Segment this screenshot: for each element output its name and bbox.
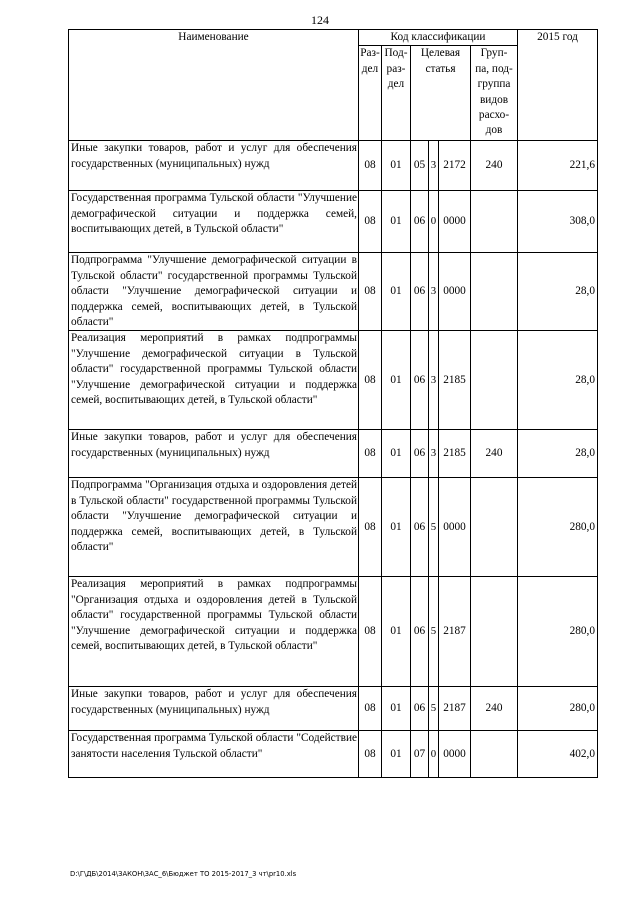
row-section: 08 <box>359 430 382 478</box>
row-amount: 28,0 <box>518 430 598 478</box>
row-subsection: 01 <box>382 577 411 687</box>
row-target-article-program: 06 <box>411 253 429 331</box>
row-subsection: 01 <box>382 687 411 731</box>
row-target-article-direction: 2187 <box>439 687 471 731</box>
row-target-article-program: 06 <box>411 478 429 577</box>
row-amount: 221,6 <box>518 141 598 191</box>
row-subsection: 01 <box>382 430 411 478</box>
row-subsection: 01 <box>382 141 411 191</box>
row-amount: 308,0 <box>518 191 598 253</box>
table-row <box>69 430 598 478</box>
row-amount: 28,0 <box>518 331 598 430</box>
row-target-article-subprogram: 3 <box>429 141 439 191</box>
row-target-article-program: 06 <box>411 430 429 478</box>
header-classification: Код классификации <box>359 30 518 46</box>
row-target-article-direction: 2187 <box>439 577 471 687</box>
row-section: 08 <box>359 577 382 687</box>
table-row <box>69 191 598 253</box>
row-target-article-subprogram: 3 <box>429 253 439 331</box>
row-expense-group <box>471 577 518 687</box>
table-row <box>69 253 598 331</box>
row-target-article-program: 06 <box>411 577 429 687</box>
header-target-article: Целевая статья <box>411 46 471 141</box>
row-amount: 28,0 <box>518 253 598 331</box>
table-row <box>69 478 598 577</box>
row-target-article-subprogram: 3 <box>429 430 439 478</box>
header-expense-group: Груп- па, под- группа видов расхо- дов <box>471 46 518 141</box>
budget-table <box>68 29 598 778</box>
header-name: Наименование <box>69 30 359 141</box>
row-section: 08 <box>359 731 382 778</box>
row-target-article-direction: 2172 <box>439 141 471 191</box>
row-section: 08 <box>359 687 382 731</box>
row-section: 08 <box>359 253 382 331</box>
row-amount: 280,0 <box>518 687 598 731</box>
table-row <box>69 141 598 191</box>
row-expense-group: 240 <box>471 141 518 191</box>
row-amount: 280,0 <box>518 577 598 687</box>
row-target-article-program: 06 <box>411 331 429 430</box>
row-name: Иные закупки товаров, работ и услуг для обеспечения государственных (муниципальных) нужд <box>69 430 359 478</box>
row-expense-group <box>471 191 518 253</box>
row-subsection: 01 <box>382 191 411 253</box>
header-section: Раз- дел <box>359 46 382 141</box>
row-name: Подпрограмма "Организация отдыха и оздоровления детей в Тульской области" государственной программы Тульской области "Улучшение демографической ситуации и поддержка семей, воспитывающих детей, в Тульской области" <box>69 478 359 577</box>
page-number: 124 <box>311 13 329 27</box>
row-name: Реализация мероприятий в рамках подпрограммы "Организация отдыха и оздоровления детей в Тульской области" государственной программы Тульской области "Улучшение демографической ситуации и поддержка семей, воспитывающих детей, в Тульской области" <box>69 577 359 687</box>
row-name: Подпрограмма "Улучшение демографической ситуации в Тульской области" государственной программы Тульской области "Улучшение демографической ситуации и поддержка семей, воспитывающих детей, в Тульской области" <box>69 253 359 331</box>
row-target-article-direction: 0000 <box>439 253 471 331</box>
row-subsection: 01 <box>382 253 411 331</box>
row-name: Государственная программа Тульской области "Содействие занятости населения Тульской области" <box>69 731 359 778</box>
row-target-article-program: 07 <box>411 731 429 778</box>
row-section: 08 <box>359 331 382 430</box>
row-name: Реализация мероприятий в рамках подпрограммы "Улучшение демографической ситуации в Тульской области" государственной программы Тульской области "Улучшение демографической ситуации и поддержка семей, воспитывающих детей, в Тульской области" <box>69 331 359 430</box>
row-amount: 280,0 <box>518 478 598 577</box>
row-target-article-subprogram: 5 <box>429 687 439 731</box>
row-target-article-direction: 0000 <box>439 731 471 778</box>
row-subsection: 01 <box>382 731 411 778</box>
row-section: 08 <box>359 191 382 253</box>
header-row-top <box>69 30 598 46</box>
row-name: Иные закупки товаров, работ и услуг для обеспечения государственных (муниципальных) нужд <box>69 687 359 731</box>
row-section: 08 <box>359 141 382 191</box>
header-year: 2015 год <box>518 30 598 141</box>
row-expense-group <box>471 331 518 430</box>
row-target-article-program: 06 <box>411 687 429 731</box>
row-expense-group <box>471 478 518 577</box>
row-target-article-subprogram: 0 <box>429 191 439 253</box>
header-subsection: Под- раз- дел <box>382 46 411 141</box>
table-row <box>69 687 598 731</box>
row-subsection: 01 <box>382 478 411 577</box>
row-target-article-direction: 2185 <box>439 331 471 430</box>
row-target-article-subprogram: 3 <box>429 331 439 430</box>
row-name: Иные закупки товаров, работ и услуг для обеспечения государственных (муниципальных) нужд <box>69 141 359 191</box>
row-subsection: 01 <box>382 331 411 430</box>
row-section: 08 <box>359 478 382 577</box>
row-expense-group <box>471 253 518 331</box>
table-row <box>69 731 598 778</box>
row-target-article-direction: 2185 <box>439 430 471 478</box>
row-target-article-direction: 0000 <box>439 191 471 253</box>
row-target-article-program: 06 <box>411 191 429 253</box>
table-row <box>69 331 598 430</box>
file-path-footer: D:\Г\ДБ\2014\ЗАКОН\ЗАС_6\Бюджет ТО 2015-2017_3 чт\pr10.xls <box>70 870 297 878</box>
row-name: Государственная программа Тульской области "Улучшение демографической ситуации и поддержка семей, воспитывающих детей, в Тульской области" <box>69 191 359 253</box>
row-target-article-subprogram: 5 <box>429 577 439 687</box>
row-target-article-program: 05 <box>411 141 429 191</box>
row-expense-group: 240 <box>471 687 518 731</box>
table-row <box>69 577 598 687</box>
row-target-article-subprogram: 0 <box>429 731 439 778</box>
row-amount: 402,0 <box>518 731 598 778</box>
row-target-article-direction: 0000 <box>439 478 471 577</box>
row-target-article-subprogram: 5 <box>429 478 439 577</box>
row-expense-group <box>471 731 518 778</box>
row-expense-group: 240 <box>471 430 518 478</box>
